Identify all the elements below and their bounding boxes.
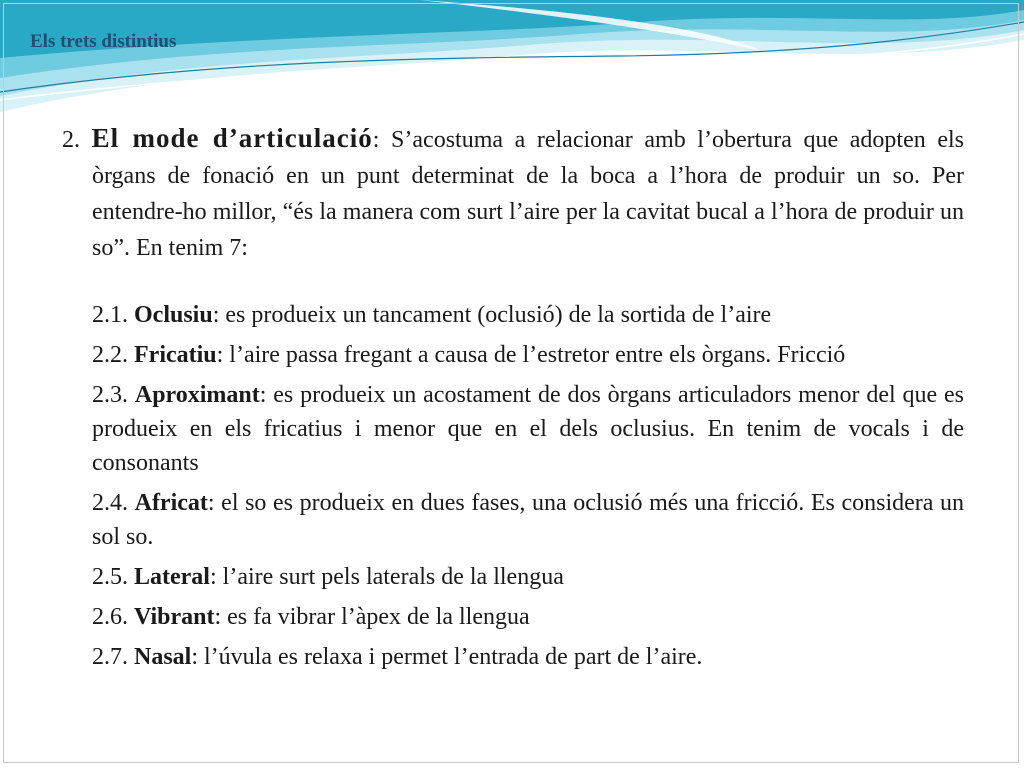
manner-list: [62, 298, 964, 674]
list-item: [92, 298, 964, 332]
intro-paragraph: [62, 120, 964, 266]
slide-title: Els trets distintius: [30, 31, 177, 52]
item-text: : l’úvula es relaxa i permet l’entrada de part de l’aire.: [191, 644, 703, 670]
item-text: : es produeix un tancament (oclusió) de la sortida de l’aire: [212, 302, 772, 328]
list-item: [92, 378, 964, 480]
item-term: Fricatiu: [134, 342, 217, 368]
item-text: : es fa vibrar l’àpex de la llengua: [214, 604, 530, 630]
header-wave-decoration: [0, 0, 1024, 120]
item-number: 2.5.: [92, 564, 128, 590]
item-term: Africat: [134, 490, 208, 516]
intro-number: 2.: [62, 127, 80, 153]
item-term: Lateral: [134, 564, 210, 590]
item-number: 2.7.: [92, 644, 128, 670]
list-item: [92, 640, 964, 674]
list-item: [92, 486, 964, 554]
item-text: : l’aire passa fregant a causa de l’estretor entre els òrgans. Fricció: [216, 342, 846, 368]
list-item: [92, 338, 964, 372]
item-text: : l’aire surt pels laterals de la llengua: [209, 564, 564, 590]
item-text: : es produeix un acostament de dos òrgans articuladors menor del que es produeix en els fricatius i menor que en el dels oclusius. En tenim de vocals i de consonants: [92, 382, 965, 476]
item-term: Nasal: [134, 644, 192, 670]
list-item: [92, 600, 964, 634]
intro-heading: El mode d’articulació: [91, 123, 373, 153]
item-term: Vibrant: [134, 604, 215, 630]
item-term: Aproximant: [134, 382, 260, 408]
item-number: 2.1.: [92, 302, 128, 328]
intro-text: : S’acostuma a relacionar amb l’obertura que adopten els òrgans de fonació en un punt determinat de la boca a l’hora de produir un so. Per entendre-ho millor, “és la manera com surt l’aire per la cavitat bucal a l’hora de produir un so”. En tenim 7:: [92, 127, 964, 261]
list-item: [92, 560, 964, 594]
item-number: 2.4.: [92, 490, 128, 516]
item-number: 2.2.: [92, 342, 128, 368]
item-number: 2.3.: [92, 382, 128, 408]
item-term: Oclusiu: [134, 302, 213, 328]
slide-content: [62, 120, 964, 680]
item-text: : el so es produeix en dues fases, una oclusió més una fricció. Es considera un sol so.: [92, 490, 964, 550]
item-number: 2.6.: [92, 604, 128, 630]
